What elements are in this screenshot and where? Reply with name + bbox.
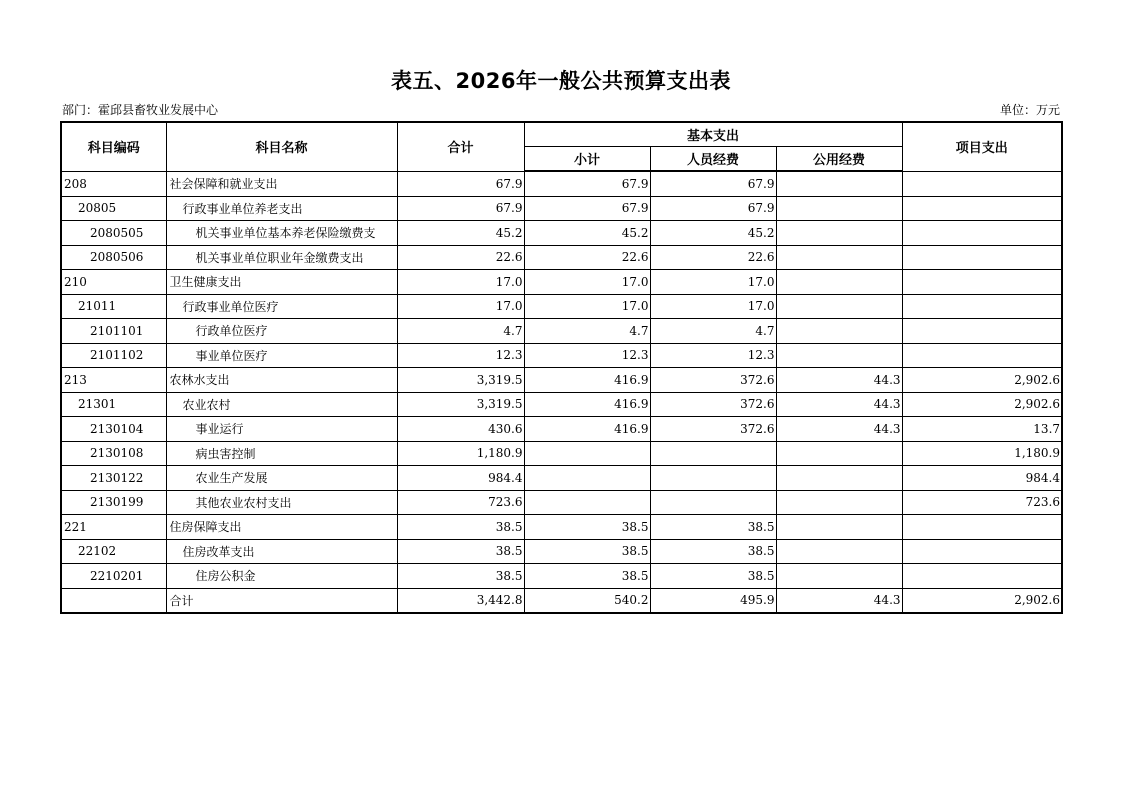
- cell-public: [776, 221, 902, 246]
- cell-public: [776, 294, 902, 319]
- table-row: [61, 171, 1062, 196]
- cell-public: [776, 564, 902, 589]
- total-row: [61, 588, 1062, 613]
- cell-subtotal: 22.6: [524, 245, 650, 270]
- cell-personnel: 372.6: [650, 368, 776, 393]
- cell-name: 住房保障支出: [166, 515, 397, 540]
- cell-code: 22102: [61, 539, 166, 564]
- cell-total: 38.5: [397, 564, 524, 589]
- cell-subtotal: 416.9: [524, 417, 650, 442]
- cell-subtotal: [524, 466, 650, 491]
- cell-personnel: 17.0: [650, 294, 776, 319]
- cell-public: 44.3: [776, 417, 902, 442]
- cell-code: 221: [61, 515, 166, 540]
- cell-name: 社会保障和就业支出: [166, 171, 397, 196]
- header-basic: 基本支出: [524, 122, 902, 147]
- cell-public: 44.3: [776, 588, 902, 613]
- cell-total: 38.5: [397, 515, 524, 540]
- cell-name: 合计: [166, 588, 397, 613]
- table-row: [61, 392, 1062, 417]
- budget-table: [60, 121, 1063, 614]
- cell-name: 行政事业单位养老支出: [166, 196, 397, 221]
- cell-project: [902, 343, 1062, 368]
- cell-public: [776, 539, 902, 564]
- cell-name: 住房公积金: [166, 564, 397, 589]
- cell-total: 3,319.5: [397, 368, 524, 393]
- cell-total: 17.0: [397, 294, 524, 319]
- cell-personnel: [650, 490, 776, 515]
- cell-name: 卫生健康支出: [166, 270, 397, 295]
- table-row: [61, 294, 1062, 319]
- cell-personnel: [650, 441, 776, 466]
- table-row: [61, 270, 1062, 295]
- cell-personnel: 12.3: [650, 343, 776, 368]
- cell-personnel: 372.6: [650, 417, 776, 442]
- cell-personnel: [650, 466, 776, 491]
- cell-total: 67.9: [397, 196, 524, 221]
- table-row: [61, 515, 1062, 540]
- cell-public: [776, 515, 902, 540]
- cell-subtotal: [524, 441, 650, 466]
- cell-personnel: 67.9: [650, 171, 776, 196]
- cell-personnel: 67.9: [650, 196, 776, 221]
- cell-public: 44.3: [776, 392, 902, 417]
- table-row: [61, 466, 1062, 491]
- cell-personnel: 38.5: [650, 564, 776, 589]
- cell-code: 213: [61, 368, 166, 393]
- cell-code: 2080505: [61, 221, 166, 246]
- table-row: [61, 196, 1062, 221]
- cell-name: 事业运行: [166, 417, 397, 442]
- cell-public: [776, 466, 902, 491]
- cell-public: [776, 196, 902, 221]
- cell-code: 21301: [61, 392, 166, 417]
- table-row: [61, 417, 1062, 442]
- cell-total: 67.9: [397, 171, 524, 196]
- cell-project: [902, 196, 1062, 221]
- cell-code: 2101101: [61, 319, 166, 344]
- cell-subtotal: 45.2: [524, 221, 650, 246]
- header-code: 科目编码: [61, 122, 166, 171]
- cell-public: 44.3: [776, 368, 902, 393]
- department-label: 部门：霍邱县畜牧业发展中心: [62, 103, 219, 117]
- cell-name: 农业农村: [166, 392, 397, 417]
- unit-label: 单位：万元: [999, 103, 1060, 117]
- cell-public: [776, 319, 902, 344]
- cell-name: 事业单位医疗: [166, 343, 397, 368]
- table-row: [61, 245, 1062, 270]
- cell-name: 住房改革支出: [166, 539, 397, 564]
- cell-subtotal: 17.0: [524, 294, 650, 319]
- cell-subtotal: 38.5: [524, 564, 650, 589]
- cell-project: [902, 171, 1062, 196]
- cell-project: 984.4: [902, 466, 1062, 491]
- table-row: [61, 343, 1062, 368]
- cell-personnel: 38.5: [650, 515, 776, 540]
- cell-name: 行政单位医疗: [166, 319, 397, 344]
- cell-total: 12.3: [397, 343, 524, 368]
- cell-personnel: 38.5: [650, 539, 776, 564]
- cell-personnel: 4.7: [650, 319, 776, 344]
- cell-subtotal: [524, 490, 650, 515]
- cell-public: [776, 171, 902, 196]
- cell-subtotal: 67.9: [524, 196, 650, 221]
- cell-project: [902, 539, 1062, 564]
- cell-subtotal: 67.9: [524, 171, 650, 196]
- table-row: [61, 441, 1062, 466]
- header-personnel: 人员经费: [650, 147, 776, 172]
- cell-project: 2,902.6: [902, 392, 1062, 417]
- cell-personnel: 22.6: [650, 245, 776, 270]
- cell-total: 430.6: [397, 417, 524, 442]
- cell-name: 机关事业单位职业年金缴费支出: [166, 245, 397, 270]
- cell-code: 2130122: [61, 466, 166, 491]
- cell-code: 21011: [61, 294, 166, 319]
- cell-personnel: 495.9: [650, 588, 776, 613]
- cell-name: 农业生产发展: [166, 466, 397, 491]
- cell-code: 2210201: [61, 564, 166, 589]
- cell-total: 4.7: [397, 319, 524, 344]
- cell-name: 机关事业单位基本养老保险缴费支: [166, 221, 397, 246]
- cell-code: 2130199: [61, 490, 166, 515]
- cell-public: [776, 270, 902, 295]
- header-total: 合计: [397, 122, 524, 171]
- cell-personnel: 372.6: [650, 392, 776, 417]
- cell-code: 2101102: [61, 343, 166, 368]
- cell-project: 1,180.9: [902, 441, 1062, 466]
- cell-name: 病虫害控制: [166, 441, 397, 466]
- cell-total: 17.0: [397, 270, 524, 295]
- cell-subtotal: 416.9: [524, 368, 650, 393]
- cell-personnel: 17.0: [650, 270, 776, 295]
- cell-project: 2,902.6: [902, 588, 1062, 613]
- page-title: 表五、2026年一般公共预算支出表: [391, 69, 731, 93]
- table-row: [61, 368, 1062, 393]
- table-row: [61, 221, 1062, 246]
- header-public: 公用经费: [776, 147, 902, 172]
- table-row: [61, 319, 1062, 344]
- cell-project: 2,902.6: [902, 368, 1062, 393]
- cell-public: [776, 343, 902, 368]
- cell-code: 2080506: [61, 245, 166, 270]
- header-subtotal: 小计: [524, 147, 650, 172]
- cell-name: 农林水支出: [166, 368, 397, 393]
- cell-total: 22.6: [397, 245, 524, 270]
- table-body: [61, 171, 1062, 613]
- cell-code: [61, 588, 166, 613]
- cell-subtotal: 540.2: [524, 588, 650, 613]
- cell-name: 其他农业农村支出: [166, 490, 397, 515]
- cell-project: [902, 270, 1062, 295]
- cell-public: [776, 245, 902, 270]
- cell-project: [902, 221, 1062, 246]
- table-row: [61, 490, 1062, 515]
- cell-project: [902, 515, 1062, 540]
- cell-project: 723.6: [902, 490, 1062, 515]
- cell-code: 2130104: [61, 417, 166, 442]
- cell-total: 3,442.8: [397, 588, 524, 613]
- table-row: [61, 564, 1062, 589]
- cell-subtotal: 17.0: [524, 270, 650, 295]
- cell-subtotal: 416.9: [524, 392, 650, 417]
- cell-subtotal: 4.7: [524, 319, 650, 344]
- cell-total: 45.2: [397, 221, 524, 246]
- cell-public: [776, 441, 902, 466]
- cell-project: 13.7: [902, 417, 1062, 442]
- cell-project: [902, 245, 1062, 270]
- cell-project: [902, 294, 1062, 319]
- cell-personnel: 45.2: [650, 221, 776, 246]
- cell-code: 20805: [61, 196, 166, 221]
- header-project: 项目支出: [902, 122, 1062, 171]
- cell-subtotal: 38.5: [524, 539, 650, 564]
- cell-total: 3,319.5: [397, 392, 524, 417]
- cell-subtotal: 12.3: [524, 343, 650, 368]
- header-name: 科目名称: [166, 122, 397, 171]
- cell-total: 1,180.9: [397, 441, 524, 466]
- cell-code: 208: [61, 171, 166, 196]
- cell-subtotal: 38.5: [524, 515, 650, 540]
- cell-total: 38.5: [397, 539, 524, 564]
- cell-public: [776, 490, 902, 515]
- cell-name: 行政事业单位医疗: [166, 294, 397, 319]
- cell-total: 723.6: [397, 490, 524, 515]
- table-header: [61, 122, 1062, 171]
- cell-total: 984.4: [397, 466, 524, 491]
- cell-project: [902, 319, 1062, 344]
- cell-project: [902, 564, 1062, 589]
- cell-code: 2130108: [61, 441, 166, 466]
- table-row: [61, 539, 1062, 564]
- cell-code: 210: [61, 270, 166, 295]
